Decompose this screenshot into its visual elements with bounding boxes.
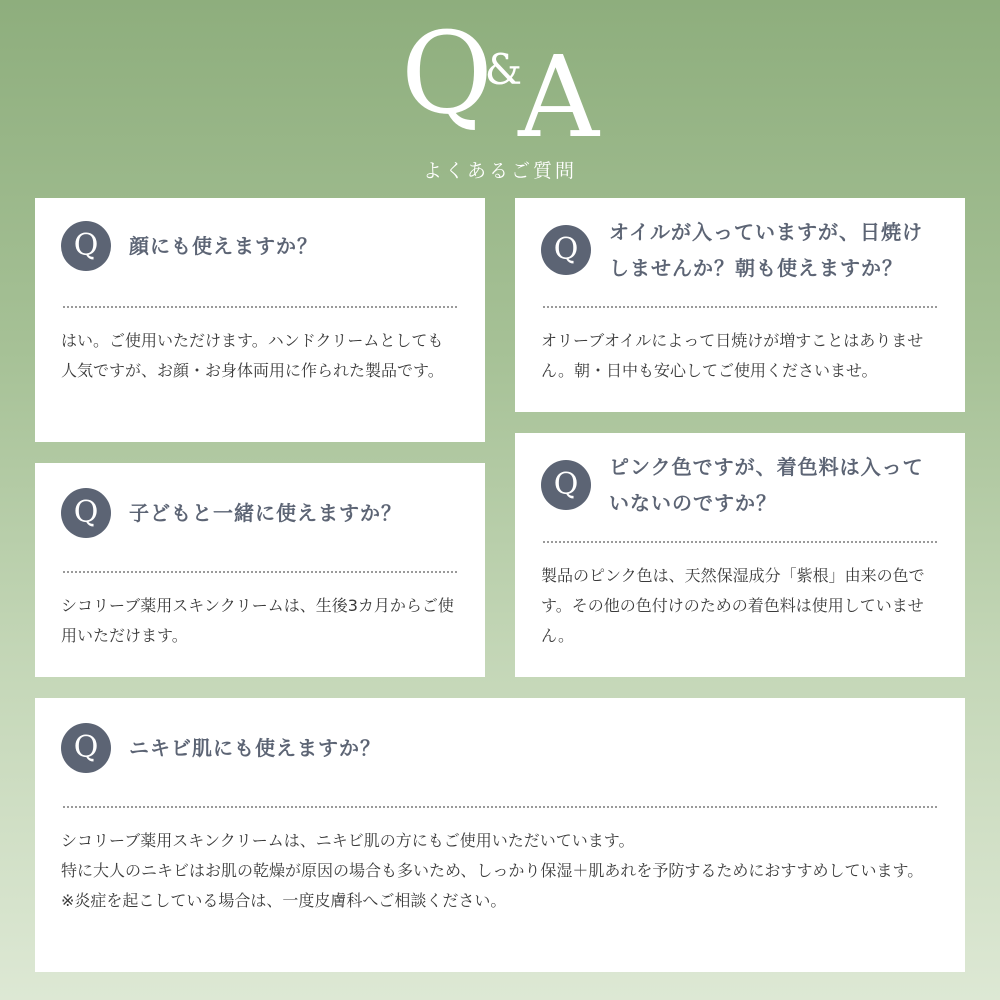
faq-card-acne (35, 698, 965, 972)
faq-answer (61, 826, 939, 916)
faq-question: 子どもと一緒に使えますか？ (129, 501, 402, 525)
dotted-divider (543, 306, 937, 308)
dotted-divider (63, 571, 457, 573)
faq-answer (541, 326, 939, 386)
qa-logo (0, 9, 1000, 183)
faq-question: 顔にも使えますか？ (129, 234, 318, 258)
q-badge-icon: Q (61, 488, 111, 538)
dotted-divider (63, 306, 457, 308)
faq-question-row (61, 723, 939, 773)
faq-answer-text: はい。ご使用いただけます。ハンドクリームとしても人気ですが、お顔・お身体両用に作られた製品です。 (61, 331, 444, 380)
faq-card-sunburn (515, 198, 965, 412)
faq-answer (61, 326, 459, 386)
faq-question: オイルが入っていますが、日焼けしませんか？朝も使えますか？ (609, 220, 923, 280)
faq-question-row (541, 214, 939, 286)
logo-a-letter: A (518, 33, 600, 163)
qa-logo-mark (0, 9, 1000, 163)
logo-ampersand: & (484, 45, 523, 94)
faq-question-row (61, 221, 459, 271)
q-badge-icon: Q (61, 723, 111, 773)
logo-q-letter: Q (400, 9, 491, 139)
faq-answer-line: 特に大人のニキビはお肌の乾燥が原因の場合も多いため、しっかり保湿＋肌あれを予防するためにおすすめしています。 (61, 861, 924, 880)
page-subtitle: よくあるご質問 (422, 160, 577, 182)
dotted-divider (63, 806, 937, 808)
faq-question-row (61, 488, 459, 538)
faq-card-pink-color (515, 433, 965, 677)
faq-answer-note: ※炎症を起こしている場合は、一度皮膚科へご相談ください。 (61, 891, 507, 910)
faq-answer (541, 561, 939, 651)
q-badge-icon: Q (541, 460, 591, 510)
faq-answer (61, 591, 459, 651)
q-badge-icon: Q (541, 225, 591, 275)
faq-answer-text: オリーブオイルによって日焼けが増すことはありません。朝・日中も安心してご使用くださいませ。 (541, 331, 924, 380)
dotted-divider (543, 541, 937, 543)
faq-card-children (35, 463, 485, 677)
faq-question: ニキビ肌にも使えますか？ (129, 736, 381, 760)
faq-question-row (541, 449, 939, 521)
faq-answer-text: シコリーブ薬用スキンクリームは、生後3カ月からご使用いただけます。 (61, 596, 454, 645)
faq-answer-line: シコリーブ薬用スキンクリームは、ニキビ肌の方にもご使用いただいています。 (61, 831, 635, 850)
faq-card-face (35, 198, 485, 442)
q-badge-icon: Q (61, 221, 111, 271)
faq-answer-text: 製品のピンク色は、天然保湿成分「紫根」由来の色です。その他の色付けのための着色料は使用していません。 (541, 566, 925, 645)
faq-question: ピンク色ですが、着色料は入っていないのですか？ (609, 455, 924, 515)
